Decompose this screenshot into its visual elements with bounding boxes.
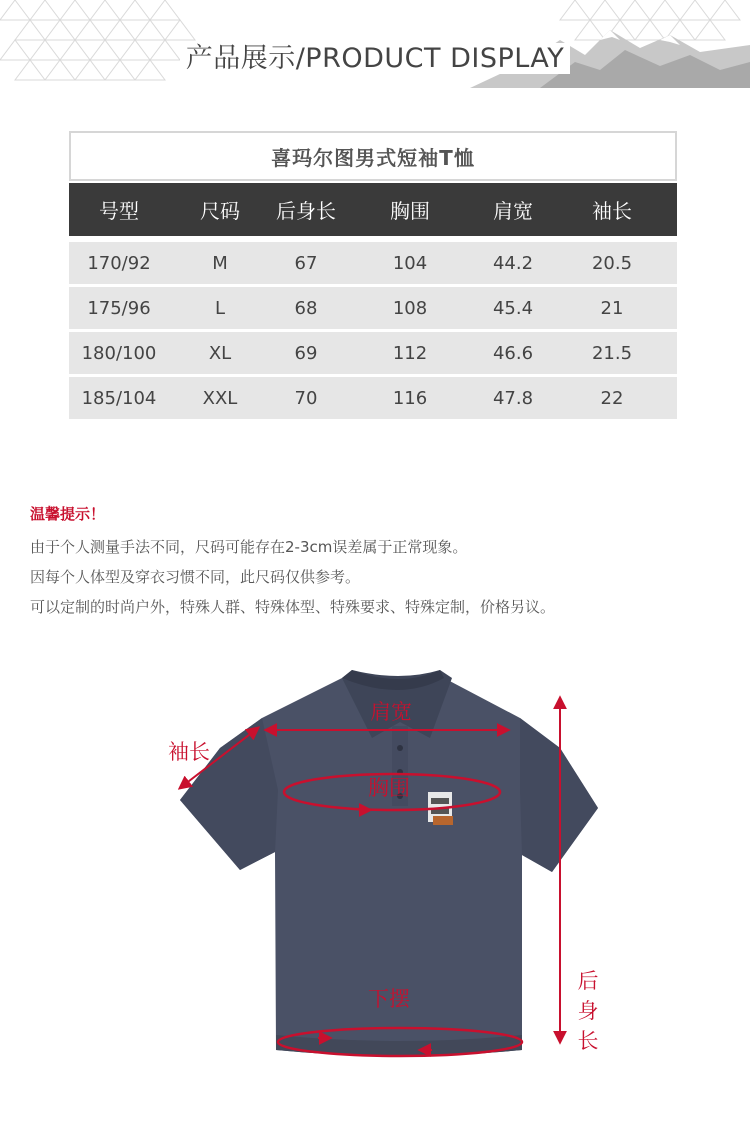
table-cell: XXL [202, 387, 238, 409]
table-cell: 47.8 [492, 387, 534, 409]
table-cell: XL [208, 342, 232, 364]
chest-label: 胸围 [368, 776, 410, 800]
tips-title: 温馨提示！ [30, 505, 106, 523]
table-cell: 180/100 [81, 342, 157, 364]
tips-line: 因每个人体型及穿衣习惯不同，此尺码仅供参考。 [30, 568, 361, 586]
measurement-diagram [0, 640, 750, 1125]
column-header: 胸围 [390, 199, 430, 223]
table-row [69, 242, 677, 284]
table-cell: 67 [294, 252, 318, 274]
page-title-text: 产品展示/PRODUCT DISPLAY [180, 43, 571, 74]
table-cell: 20.5 [591, 252, 633, 274]
column-header: 袖长 [592, 199, 632, 223]
tips-section [30, 503, 730, 628]
table-cell: 22 [600, 387, 624, 409]
page-header [0, 0, 750, 95]
table-cell: 70 [294, 387, 318, 409]
column-header: 后身长 [276, 199, 336, 223]
table-cell: L [214, 297, 226, 319]
column-header: 尺码 [200, 199, 240, 223]
back-length-label: 后身长 [577, 969, 599, 1053]
tips-line: 由于个人测量手法不同，尺码可能存在2-3cm误差属于正常现象。 [30, 538, 468, 556]
size-table [69, 131, 677, 419]
page-title [0, 36, 750, 75]
table-cell: 116 [392, 387, 428, 409]
table-title: 喜玛尔图男式短袖T恤 [69, 131, 677, 181]
table-row [69, 287, 677, 329]
table-cell: M [212, 252, 228, 274]
table-cell: 112 [392, 342, 428, 364]
hem-label: 下摆 [368, 987, 410, 1011]
column-header: 肩宽 [493, 199, 533, 223]
table-cell: 45.4 [492, 297, 534, 319]
table-row [69, 332, 677, 374]
table-cell: 46.6 [492, 342, 534, 364]
table-cell: 170/92 [87, 252, 151, 274]
shoulder-label: 肩宽 [370, 700, 412, 724]
tips-line: 可以定制的时尚户外，特殊人群、特殊体型、特殊要求、特殊定制，价格另议。 [30, 598, 556, 616]
table-cell: 108 [392, 297, 428, 319]
table-header-row [69, 183, 677, 236]
table-cell: 68 [294, 297, 318, 319]
table-cell: 44.2 [492, 252, 534, 274]
sleeve-label: 袖长 [168, 740, 210, 764]
table-cell: 21.5 [591, 342, 633, 364]
table-cell: 69 [294, 342, 318, 364]
table-row [69, 377, 677, 419]
table-cell: 21 [600, 297, 624, 319]
table-cell: 104 [392, 252, 428, 274]
column-header: 号型 [99, 199, 139, 223]
table-cell: 175/96 [87, 297, 151, 319]
table-cell: 185/104 [81, 387, 157, 409]
